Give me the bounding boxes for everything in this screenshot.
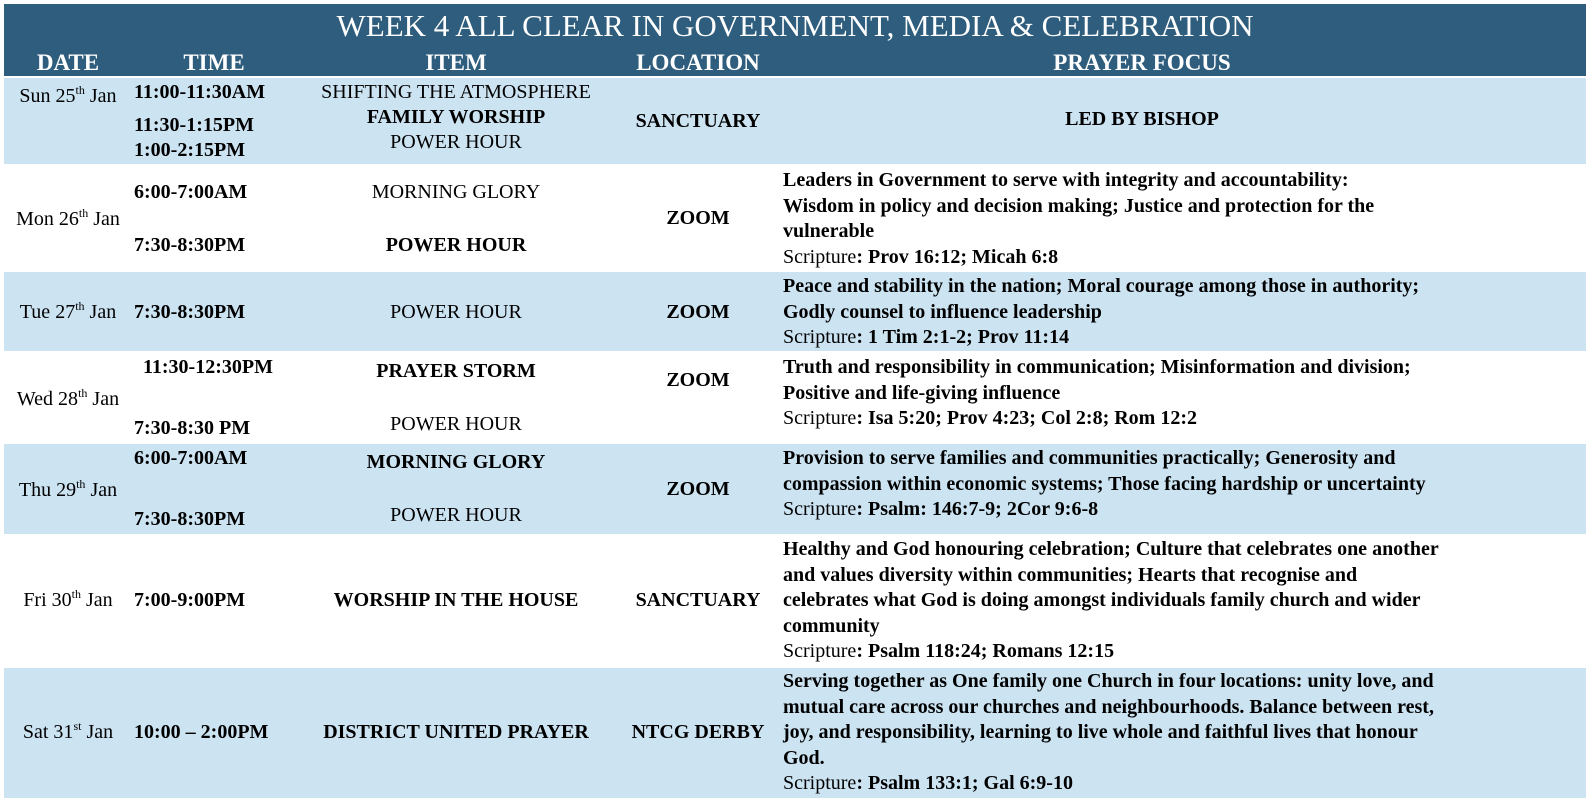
item-cell: DISTRICT UNITED PRAYER — [323, 721, 589, 743]
item-cell: POWER HOUR — [390, 301, 522, 323]
focus-line: Godly counsel to influence leadership — [783, 300, 1102, 323]
time-cell: 10:00 – 2:00PM — [134, 721, 269, 743]
time-cell: 7:30-8:30PM — [134, 301, 246, 323]
table-row — [4, 536, 1586, 666]
time-cell: 11:00-11:30AM — [134, 81, 266, 103]
location-cell: NTCG DERBY — [631, 721, 765, 743]
table-row — [4, 668, 1586, 798]
location-cell: ZOOM — [666, 301, 730, 323]
scripture-reference: Scripture: Psalm 133:1; Gal 6:9-10 — [783, 772, 1073, 794]
focus-line: Wisdom in policy and decision making; Justice and protection for the — [783, 194, 1375, 217]
location-cell: ZOOM — [666, 478, 730, 500]
prayer-focus-cell: LED BY BISHOP — [1065, 108, 1219, 130]
item-cell: POWER HOUR — [390, 131, 522, 153]
table-row — [4, 272, 1586, 351]
prayer-focus-cell — [783, 446, 1573, 523]
time-cell: 7:30-8:30PM — [134, 508, 246, 530]
date-cell: Sat 31st Jan — [22, 719, 114, 743]
focus-line: Truth and responsibility in communication; Misinformation and division; — [783, 356, 1411, 378]
time-cell: 6:00-7:00AM — [134, 447, 248, 469]
table-row — [4, 444, 1586, 534]
schedule-title: WEEK 4 ALL CLEAR IN GOVERNMENT, MEDIA & CELEBRATION — [336, 8, 1254, 43]
item-cell: PRAYER STORM — [376, 360, 536, 382]
item-cell: WORSHIP IN THE HOUSE — [333, 589, 579, 611]
location-cell: ZOOM — [666, 207, 730, 229]
time-cell: 7:30-8:30PM — [134, 234, 246, 256]
date-cell: Wed 28th Jan — [16, 386, 120, 410]
item-cell: MORNING GLORY — [366, 451, 546, 473]
date-cell: Sun 25th Jan — [19, 83, 117, 107]
scripture-reference: Scripture: Prov 16:12; Micah 6:8 — [783, 245, 1059, 268]
focus-line: mutual care across our churches and neighbourhoods. Balance between rest, — [783, 695, 1434, 718]
column-header-date: DATE — [36, 50, 100, 75]
item-cell: POWER HOUR — [390, 413, 522, 435]
date-cell: Thu 29th Jan — [18, 477, 118, 501]
time-cell: 7:00-9:00PM — [134, 589, 246, 611]
focus-line: community — [783, 614, 880, 637]
column-header-item: ITEM — [425, 50, 487, 75]
focus-line: Peace and stability in the nation; Moral courage among those in authority; — [783, 275, 1420, 297]
table-row — [4, 78, 1586, 164]
focus-line: joy, and responsibility, learning to live whole and faithful lives that honour — [783, 721, 1418, 743]
focus-line: Healthy and God honouring celebration; Culture that celebrates one another — [783, 538, 1439, 560]
date-cell: Fri 30th Jan — [23, 587, 113, 611]
focus-line: and values diversity within communities; Hearts that recognise and — [783, 563, 1358, 586]
scripture-reference: Scripture: Psalm: 146:7-9; 2Cor 9:6-8 — [783, 498, 1099, 520]
item-cell: POWER HOUR — [385, 234, 527, 256]
item-cell: FAMILY WORSHIP — [366, 106, 546, 128]
scripture-reference: Scripture: Psalm 118:24; Romans 12:15 — [783, 640, 1115, 662]
prayer-focus-cell — [783, 355, 1573, 432]
column-header-time: TIME — [183, 50, 245, 75]
item-cell: SHIFTING THE ATMOSPHERE — [321, 81, 591, 103]
focus-line: vulnerable — [783, 220, 875, 242]
location-cell: ZOOM — [666, 369, 730, 391]
focus-line: Leaders in Government to serve with integrity and accountability: — [783, 169, 1349, 191]
focus-line: compassion within economic systems; Those facing hardship or uncertainty — [783, 472, 1426, 495]
prayer-focus-cell — [783, 274, 1573, 351]
table-row — [4, 353, 1586, 442]
time-cell: 11:30-12:30PM — [143, 356, 273, 378]
date-cell: Tue 27th Jan — [19, 299, 117, 323]
column-header-prayer-focus: PRAYER FOCUS — [1053, 50, 1231, 75]
time-cell: 11:30-1:15PM — [134, 114, 254, 136]
column-header-location: LOCATION — [636, 50, 760, 75]
focus-line: Serving together as One family one Church in four locations: unity love, and — [783, 670, 1434, 692]
focus-line: celebrates what God is doing amongst individuals family church and wider — [783, 589, 1421, 611]
location-cell: SANCTUARY — [635, 110, 761, 132]
table-row — [4, 166, 1586, 270]
time-cell: 6:00-7:00AM — [134, 181, 248, 203]
focus-line: God. — [783, 746, 825, 769]
prayer-focus-cell — [783, 168, 1573, 270]
item-cell: MORNING GLORY — [371, 181, 541, 203]
focus-line: Positive and life-giving influence — [783, 381, 1061, 404]
scripture-reference: Scripture: 1 Tim 2:1-2; Prov 11:14 — [783, 326, 1070, 348]
focus-line: Provision to serve families and communities practically; Generosity and — [783, 447, 1396, 469]
prayer-focus-cell — [783, 537, 1573, 665]
schedule-header — [4, 4, 1586, 76]
scripture-reference: Scripture: Isa 5:20; Prov 4:23; Col 2:8; Rom 12:2 — [783, 407, 1197, 429]
prayer-focus-cell — [783, 669, 1573, 797]
item-cell: POWER HOUR — [390, 504, 522, 526]
time-cell: 7:30-8:30 PM — [134, 417, 251, 439]
location-cell: SANCTUARY — [635, 589, 761, 611]
time-cell: 1:00-2:15PM — [134, 139, 246, 161]
date-cell: Mon 26th Jan — [16, 206, 120, 230]
